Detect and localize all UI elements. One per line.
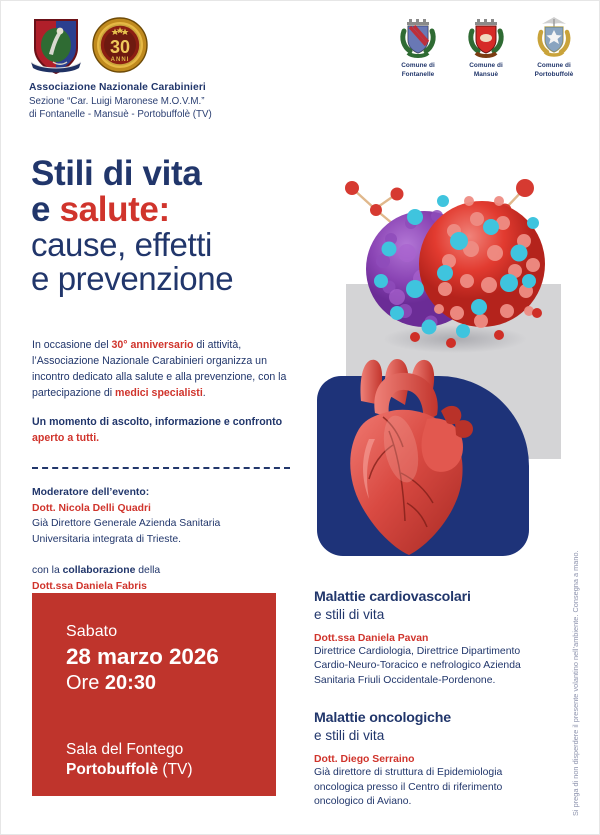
talk-speaker-bio: Direttrice Cardiologia, Direttrice Dipartimento Cardio-Neuro-Toracico e nefrologico Azienda Sanitaria Friuli Occidentale-Pordenone. bbox=[314, 645, 521, 686]
moderator-role-line-1: Già Direttore Generale Azienda Sanitaria bbox=[32, 518, 221, 530]
event-date: 28 marzo 2026 bbox=[66, 644, 219, 669]
municipality-logos bbox=[391, 15, 581, 79]
comune-mansue bbox=[459, 15, 513, 79]
svg-text:ANNI: ANNI bbox=[110, 57, 130, 63]
moderator-role-line-2: Universitaria integrata di Trieste. bbox=[32, 533, 181, 545]
comune-fontanelle-label: Comune di Fontanelle bbox=[401, 62, 435, 78]
event-day: Sabato bbox=[66, 623, 118, 640]
title-line-4: e prevenzione bbox=[31, 260, 234, 298]
comune-mansue-label: Comune di Mansuè bbox=[469, 62, 503, 78]
moderator-name: Dott. Nicola Delli Quadri bbox=[32, 502, 151, 514]
org-section-line: Sezione “Car. Luigi Maronese M.O.V.M.” bbox=[29, 95, 205, 107]
thirty-years-badge bbox=[92, 17, 148, 73]
intro-paragraph-2: Un momento di ascolto, informazione e confronto aperto a tutti. bbox=[32, 416, 283, 445]
venue-province: (TV) bbox=[158, 761, 193, 779]
talk-title-light: e stili di vita bbox=[314, 728, 385, 744]
event-date-box bbox=[32, 593, 276, 796]
page-title bbox=[31, 156, 331, 296]
comune-fontanelle bbox=[391, 15, 445, 79]
talk-speaker-bio: Già direttore di struttura di Epidemiologia oncologica presso il Centro di riferimento oncologico di Aviano. bbox=[314, 767, 503, 808]
title-line-2-prefix: e bbox=[31, 190, 60, 230]
comune-portobuffole-label: Comune di Portobuffolè bbox=[534, 62, 574, 78]
svg-text:30: 30 bbox=[109, 37, 131, 57]
title-line-3: cause, effetti bbox=[31, 226, 212, 264]
talk-title-light: e stili di vita bbox=[314, 606, 385, 622]
intro-paragraph-1: In occasione del 30° anniversario di attività, l’Associazione Nazionale Carabinieri organizza un incontro dedicato alla salute e alla prevenzione, con la partecipazione di medici specialisti. bbox=[32, 339, 287, 400]
dashed-divider bbox=[32, 467, 290, 469]
title-line-2-highlight: salute: bbox=[59, 190, 170, 230]
talk-title-bold: Malattie cardiovascolari bbox=[314, 589, 471, 605]
moderator-label: Moderatore dell’evento: bbox=[32, 487, 150, 498]
organization-block bbox=[29, 81, 319, 122]
talk-item bbox=[314, 589, 552, 688]
talk-title-bold: Malattie oncologiche bbox=[314, 710, 451, 727]
fontanelle-crest-icon bbox=[398, 15, 438, 59]
event-venue bbox=[66, 740, 276, 781]
environmental-note-text: Si prega di non disperdere il presente volantino nell’ambiente. Consegna a mano. bbox=[571, 550, 580, 816]
collaboration-block: con la collaborazione della Dott.ssa Daniela Fabris bbox=[32, 563, 294, 594]
mansue-crest-icon bbox=[466, 15, 506, 59]
moderator-block bbox=[32, 485, 294, 595]
environmental-note bbox=[571, 516, 594, 816]
venue-city: Portobuffolè bbox=[66, 761, 159, 779]
talks-list bbox=[314, 589, 552, 810]
event-time: Ore 20:30 bbox=[66, 672, 157, 694]
anc-shield-logo bbox=[29, 16, 83, 74]
title-line-2 bbox=[31, 192, 331, 228]
comune-portobuffole bbox=[527, 15, 581, 79]
portobuffole-crest-icon bbox=[534, 15, 574, 59]
org-towns-line: di Fontanelle - Mansuè - Portobuffolè (TV) bbox=[29, 109, 212, 121]
association-logos bbox=[29, 16, 148, 74]
cancer-cell-cluster-illustration bbox=[319, 161, 569, 376]
anatomical-heart-illustration bbox=[323, 353, 498, 563]
venue-hall: Sala del Fontego bbox=[66, 741, 184, 758]
collaborator-name: Dott.ssa Daniela Fabris bbox=[32, 581, 147, 593]
title-line-1: Stili di vita bbox=[31, 154, 202, 193]
talk-speaker: Dott. Diego Serraino bbox=[314, 754, 415, 766]
org-name: Associazione Nazionale Carabinieri bbox=[29, 82, 206, 93]
talk-speaker: Dott.ssa Daniela Pavan bbox=[314, 632, 429, 644]
talk-item bbox=[314, 710, 552, 809]
intro-copy bbox=[32, 337, 290, 447]
